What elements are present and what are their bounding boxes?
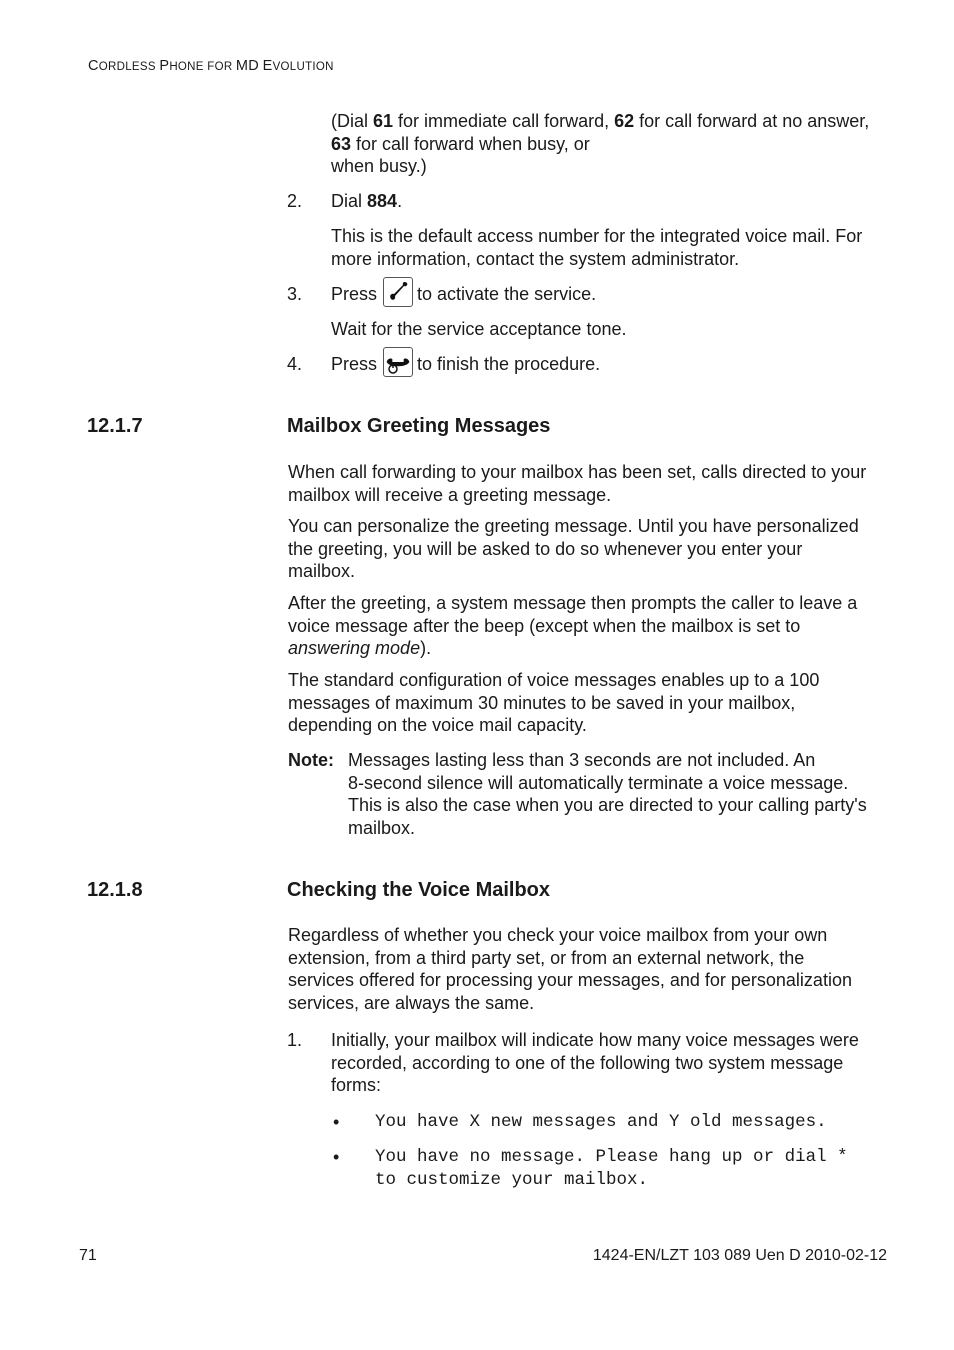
system-message: You have X new messages and Y old messages.: [375, 1112, 827, 1132]
offhook-phone-icon: [383, 277, 413, 307]
onhook-power-icon: [383, 347, 413, 377]
paragraph: You can personalize the greeting message. Until you have personalized the greeting, you will be asked to do so whenever you enter your mailbox.: [288, 516, 859, 582]
paragraph: Regardless of whether you check your voice mailbox from your own extension, from a third party set, or from an external network, the services offered for processing your messages, and for personalization services, are always the same.: [288, 925, 852, 1014]
bullet: •: [333, 1112, 340, 1132]
step-1-text: Initially, your mailbox will indicate how many voice messages were recorded, according to one of the following two system message forms:: [331, 1030, 859, 1096]
intro-paragraph: (Dial 61 for immediate call forward, 62 for call forward at no answer, 63 for call forward when busy, or when busy.): [331, 111, 870, 177]
paragraph: The standard configuration of voice messages enables up to a 100 messages of maximum 30 minutes to be saved in your mailbox, depending on the voice mail capacity.: [288, 670, 820, 736]
step-3-text: Press to activate the service.: [331, 283, 596, 307]
step-number: 3.: [287, 284, 303, 304]
step-number: 4.: [287, 354, 303, 374]
page-number: 71: [79, 1247, 97, 1264]
note-text: Messages lasting less than 3 seconds are not included. An 8-second silence will automatically terminate a voice message. This is also the case when you are directed to your calling party's mailbox.: [348, 750, 867, 839]
step-3-description: Wait for the service acceptance tone.: [331, 319, 627, 339]
paragraph: When call forwarding to your mailbox has been set, calls directed to your mailbox will receive a greeting message.: [288, 462, 867, 505]
step-2-text: Dial 884.: [331, 191, 403, 211]
step-4-text: Press to finish the procedure.: [331, 353, 600, 377]
step-number: 1.: [287, 1030, 303, 1050]
document-reference: 1424-EN/LZT 103 089 Uen D 2010-02-12: [592, 1247, 887, 1264]
bullet: •: [333, 1147, 340, 1167]
note-label: Note:: [288, 750, 334, 770]
step-2-description: This is the default access number for the integrated voice mail. For more information, contact the system administrator.: [331, 226, 863, 269]
section-number: 12.1.7: [87, 415, 143, 437]
section-title: Checking the Voice Mailbox: [287, 879, 551, 901]
system-message: You have no message. Please hang up or dial * to customize your mailbox.: [375, 1147, 848, 1190]
step-number: 2.: [287, 191, 303, 211]
section-number: 12.1.8: [87, 879, 143, 901]
paragraph: After the greeting, a system message then prompts the caller to leave a voice message after the beep (except when the mailbox is set to answering mode).: [288, 593, 858, 659]
running-header: CORDLESS PHONE FOR MD EVOLUTION: [88, 58, 334, 74]
section-title: Mailbox Greeting Messages: [287, 415, 551, 437]
